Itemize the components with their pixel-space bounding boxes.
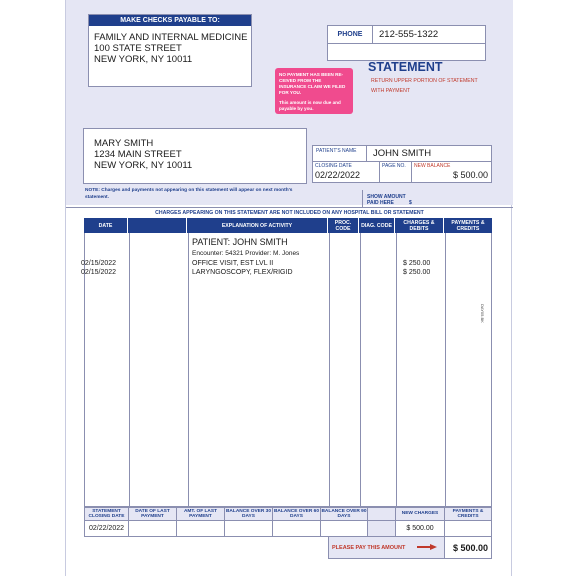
sum-col-amt-last-payment: AMT. OF LAST PAYMENT (177, 508, 225, 520)
arrow-right-icon (417, 544, 437, 550)
payto-line1: FAMILY AND INTERNAL MEDICINE (94, 32, 248, 43)
patient-address-line2: 1234 MAIN STREET (94, 149, 182, 160)
sum-val-over90 (321, 521, 368, 536)
summary-values (84, 521, 492, 537)
notice-text1: NO PAYMENT HAS BEEN RE-CEIVED FROM THE INSURANCE CLAIM WE FILED FOR YOU. (279, 72, 346, 95)
payto-address (89, 26, 251, 65)
sum-col-spacer (368, 508, 396, 520)
page-no-cell (380, 162, 412, 183)
sum-val-last-payment (129, 521, 177, 536)
sum-val-payments (445, 521, 491, 536)
col-divider (129, 233, 130, 507)
col-date: DATE (84, 218, 128, 233)
show-amount-field[interactable] (362, 190, 492, 207)
show-amount-label: SHOW AMOUNT PAID HERE (367, 194, 406, 206)
closing-date-value: 02/22/2022 (315, 170, 361, 180)
patient-address-box (83, 128, 307, 184)
payto-line3: NEW YORK, NY 10011 (94, 54, 193, 65)
col-diag-code: DIAG. CODE (359, 218, 395, 233)
unpaid-insurance-notice (275, 68, 353, 114)
col-proc-code: PROC. CODE (328, 218, 359, 233)
table-row-charge: $ 250.00 (403, 269, 431, 276)
col-divider (188, 233, 189, 507)
phone-label: PHONE (328, 26, 373, 43)
charges-column-values (403, 259, 430, 277)
statement-title: STATEMENT (368, 60, 443, 74)
tear-line (66, 207, 513, 208)
sum-val-new-charges: $ 500.00 (396, 521, 445, 536)
activity-table-header (84, 218, 492, 233)
payto-line2: 100 STATE STREET (94, 43, 182, 54)
sum-val-over30 (225, 521, 273, 536)
sum-val-closing: 02/22/2022 (85, 521, 129, 536)
sum-col-over90: BALANCE OVER 90 DAYS (321, 508, 367, 519)
sum-val-spacer (368, 521, 396, 536)
sum-col-payments: PAYMENTS & CREDITS (452, 508, 484, 519)
show-amount-dollar: $ (409, 200, 412, 206)
summary-header (84, 507, 492, 521)
col-divider (329, 233, 330, 507)
col-payments: PAYMENTS & CREDITS (451, 219, 485, 232)
col-charges: CHARGES & DEBITS (395, 218, 444, 233)
col-blank (128, 218, 187, 233)
payto-box (88, 14, 252, 87)
patient-name-label: PATIENT'S NAME (313, 146, 367, 161)
phone-value: 212-555-1322 (379, 29, 439, 40)
sum-col-last-payment: DATE OF LAST PAYMENT (129, 508, 177, 520)
pay-this-amount-value: $ 500.00 (452, 542, 488, 553)
col-divider (445, 233, 446, 507)
col-divider (360, 233, 361, 507)
col-divider (396, 233, 397, 507)
statement-note: NOTE: Charges and payments not appearing on this statement will appear on next month's statement. (85, 188, 293, 200)
encounter-line: Encounter: 54321 Provider: M. Jones (192, 250, 300, 257)
sum-col-closing: STATEMENT CLOSING DATE (85, 508, 129, 520)
new-balance-label: NEW BALANCE (414, 163, 451, 169)
table-row-description: OFFICE VISIT, EST LVL II (192, 260, 274, 267)
closing-date-label: CLOSING DATE (315, 163, 352, 169)
notice-text2: This amount is now due and payable by you. (279, 100, 341, 111)
sum-val-over60 (273, 521, 321, 536)
page-no-label: PAGE NO. (382, 163, 406, 169)
new-balance-cell (412, 162, 491, 183)
form-code: DAY05.BK (480, 304, 485, 323)
charges-note: CHARGES APPEARING ON THIS STATEMENT ARE NOT INCLUDED ON ANY HOSPITAL BILL OR STATEMENT (155, 210, 424, 216)
sum-col-over30: BALANCE OVER 30 DAYS (225, 508, 272, 519)
activity-table-body (81, 233, 492, 507)
patient-info-grid (312, 145, 492, 183)
pay-label-text: PLEASE PAY THIS AMOUNT (332, 544, 406, 551)
closing-date-cell (313, 162, 380, 183)
statement-page (65, 0, 512, 576)
table-row-date: 02/15/2022 (81, 269, 117, 276)
phone-box (327, 25, 486, 61)
patient-line: PATIENT: JOHN SMITH (192, 237, 288, 247)
patient-address-line1: MARY SMITH (94, 138, 154, 149)
payto-header: MAKE CHECKS PAYABLE TO: (89, 15, 251, 26)
return-note: RETURN UPPER PORTION OF STATEMENT WITH PAYMENT (371, 78, 478, 94)
sum-val-amt-last-payment (177, 521, 225, 536)
pay-this-amount-row (328, 537, 492, 559)
table-row-charge: $ 250.00 (403, 260, 431, 267)
col-explanation: EXPLANATION OF ACTIVITY (187, 218, 328, 233)
date-column-values (81, 259, 116, 277)
new-balance-value: $ 500.00 (452, 170, 488, 180)
patient-name-value: JOHN SMITH (373, 148, 432, 159)
table-row-description: LARYNGOSCOPY, FLEX/RIGID (192, 269, 293, 276)
sum-col-new-charges: NEW CHARGES (396, 508, 445, 520)
pay-this-amount-label (329, 537, 445, 558)
table-row-date: 02/15/2022 (81, 260, 117, 267)
description-column-values (192, 259, 293, 277)
sum-col-over60: BALANCE OVER 60 DAYS (273, 508, 320, 519)
patient-address-line3: NEW YORK, NY 10011 (94, 160, 193, 171)
